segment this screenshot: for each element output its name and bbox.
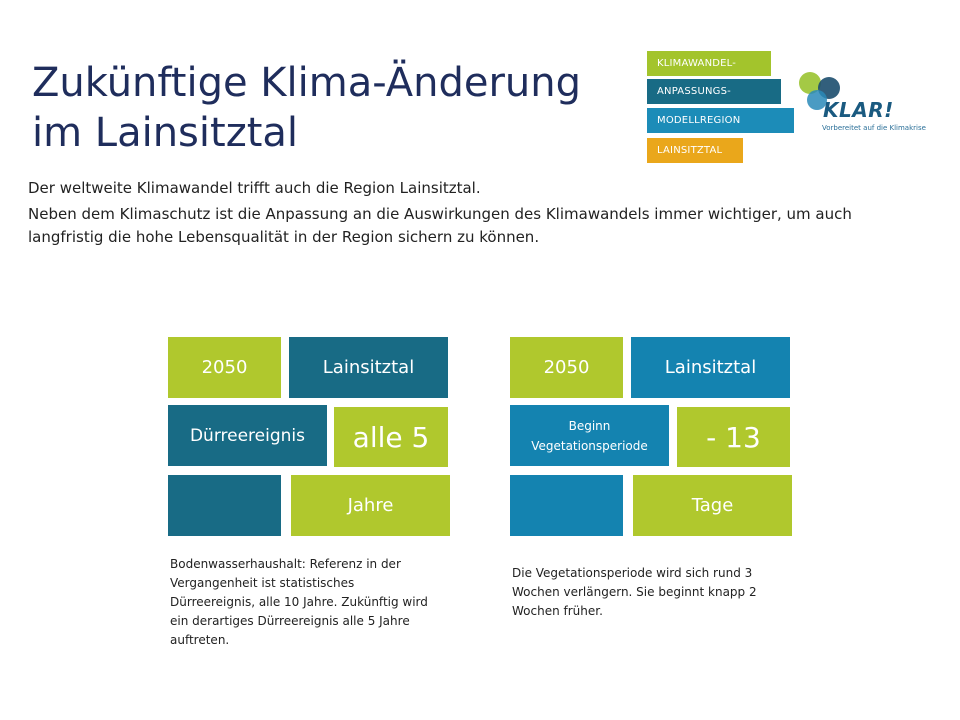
logo-bar-modellregion: MODELLREGION	[647, 108, 794, 133]
left-region-tile: Lainsitztal	[289, 337, 448, 398]
right-value-tile: - 13	[677, 407, 790, 467]
intro-paragraph-2: Neben dem Klimaschutz ist die Anpassung an die Auswirkungen des Klimawandels immer wichtiger, um auch langfristig die hohe Lebensqualität in der Region sichern zu können.	[28, 205, 852, 246]
klar-tagline: Vorbereitet auf die Klimakrise	[822, 124, 926, 132]
logo-bar-lainsitztal: LAINSITZTAL	[647, 138, 743, 163]
right-event-tile	[510, 405, 669, 466]
right-blank-tile	[510, 475, 623, 536]
right-region-tile: Lainsitztal	[631, 337, 790, 398]
page-title	[32, 58, 581, 158]
right-unit-tile: Tage	[633, 475, 792, 536]
right-note: Die Vegetationsperiode wird sich rund 3 Wochen verlängern. Sie beginnt knapp 2 Wochen früher.	[512, 566, 757, 618]
logo-bar-anpassungs: ANPASSUNGS-	[647, 79, 781, 104]
right-event-line-1: Beginn	[568, 418, 611, 433]
right-year-tile: 2050	[510, 337, 623, 398]
title-line-2: im Lainsitztal	[32, 110, 298, 156]
left-event-tile: Dürreereignis	[168, 405, 327, 466]
left-unit-tile: Jahre	[291, 475, 450, 536]
left-blank-tile	[168, 475, 281, 536]
right-event-line-2: Vegetationsperiode	[531, 438, 648, 453]
intro-paragraph-1: Der weltweite Klimawandel trifft auch die Region Lainsitztal.	[28, 179, 481, 197]
klar-brand: KLAR!	[823, 98, 894, 122]
left-value-tile: alle 5	[334, 407, 448, 467]
left-note: Bodenwasserhaushalt: Referenz in der Vergangenheit ist statistisches Dürreereignis, alle 10 Jahre. Zukünftig wird ein derartiges Dürreereignis alle 5 Jahre auftreten.	[170, 557, 428, 647]
intro-text	[28, 177, 908, 252]
left-year-tile: 2050	[168, 337, 281, 398]
title-line-1: Zukünftige Klima-Änderung	[32, 60, 582, 106]
logo-bar-klimawandel: KLIMAWANDEL-	[647, 51, 771, 76]
